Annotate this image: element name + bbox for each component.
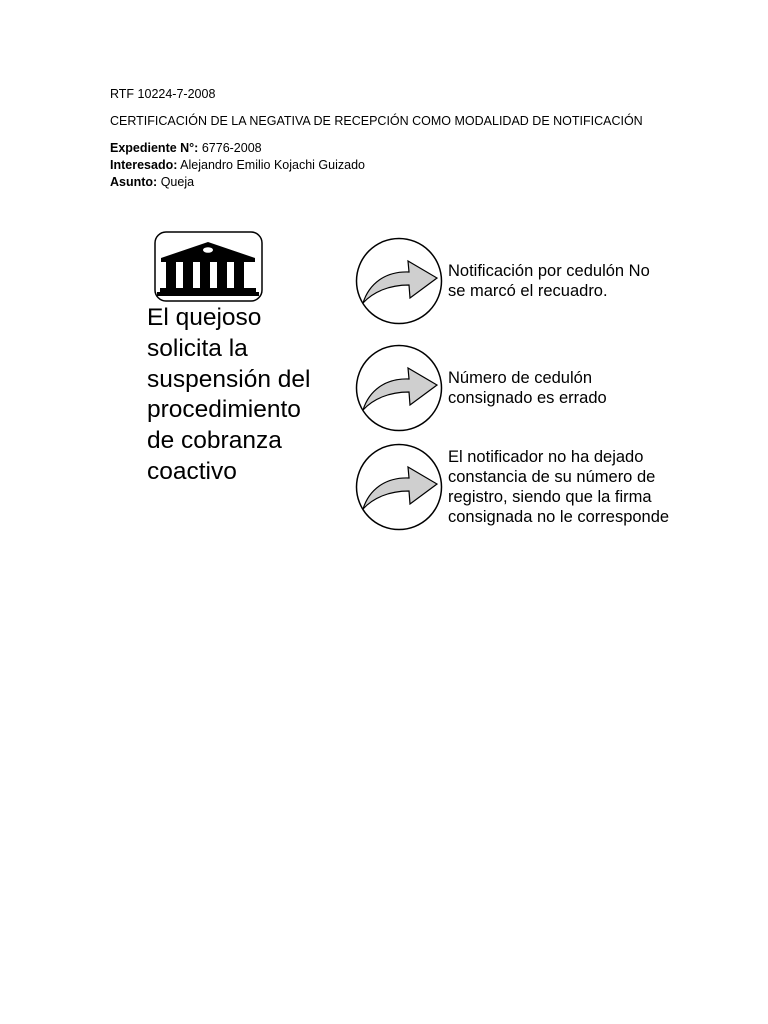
asunto-label: Asunto: [110, 175, 158, 189]
asunto-line [110, 174, 194, 191]
item-text: El notificador no ha dejado constancia de su número de registro, siendo que la firma consignada no le corresponde [448, 448, 670, 526]
courthouse-icon [154, 231, 263, 302]
item-text: Número de cedulón consignado es errado [448, 369, 607, 407]
item-text: Notificación por cedulón No se marcó el recuadro. [448, 262, 650, 300]
curved-arrow-circle-icon [355, 237, 443, 325]
asunto-value: Queja [157, 175, 195, 189]
expediente-label: Expediente N°: [110, 141, 199, 155]
main-statement: El quejoso solicita la suspensión del procedimiento de cobranza coactivo [147, 304, 311, 485]
curved-arrow-circle-icon [355, 344, 443, 432]
reference-number: RTF 10224-7-2008 [110, 87, 216, 101]
interesado-value: Alejandro Emilio Kojachi Guizado [177, 158, 365, 172]
interesado-label: Interesado: [110, 158, 178, 172]
document-title: CERTIFICACIÓN DE LA NEGATIVA DE RECEPCIÓN COMO MODALIDAD DE NOTIFICACIÓN [110, 114, 643, 128]
curved-arrow-circle-icon [355, 443, 443, 531]
interesado-line [110, 157, 365, 174]
expediente-line [110, 140, 262, 157]
expediente-value: 6776-2008 [198, 141, 262, 155]
